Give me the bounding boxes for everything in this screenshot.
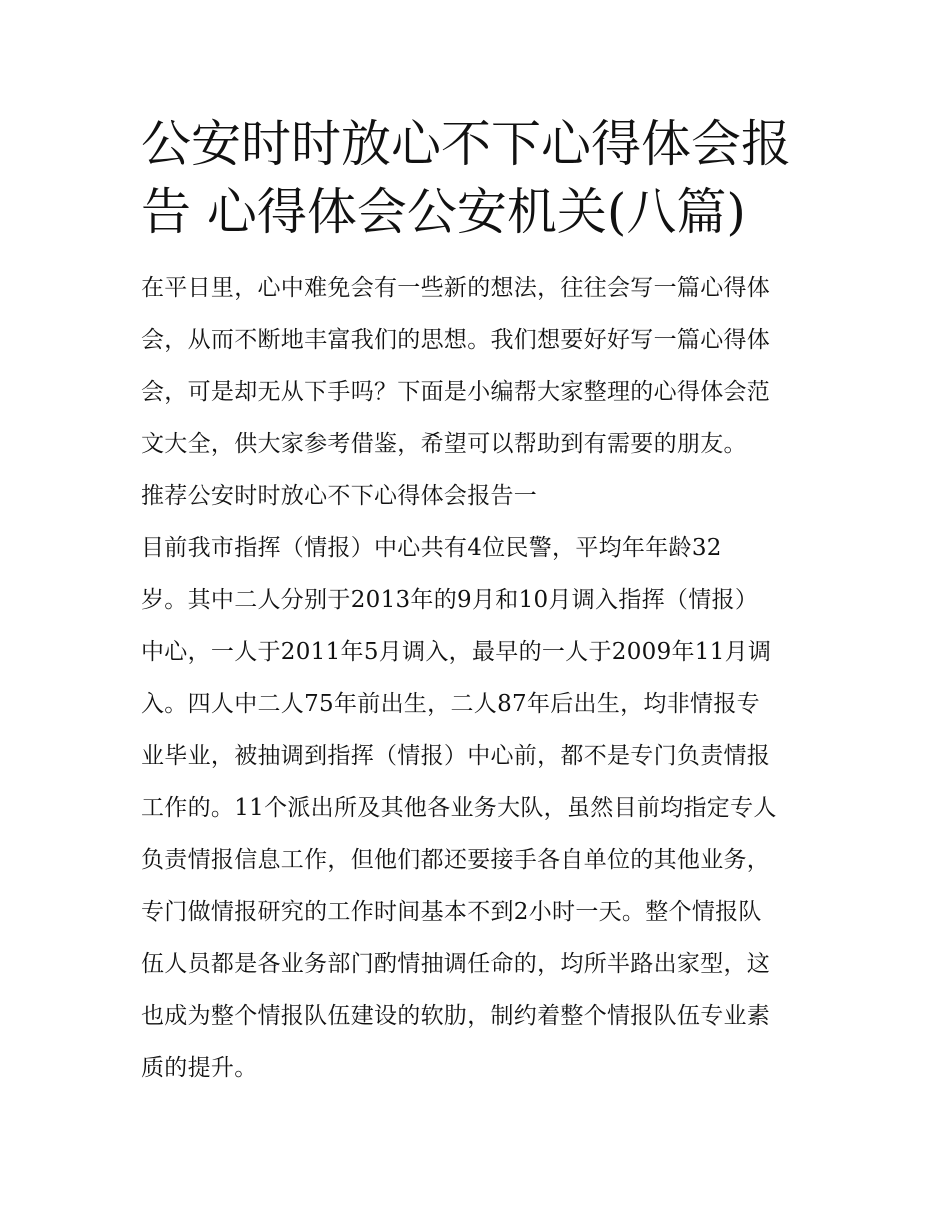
main-line: 负责情报信息工作，但他们都还要接手各自单位的其他业务， bbox=[141, 847, 771, 873]
intro-line: 会，从而不断地丰富我们的思想。我们想要好好写一篇心得体 bbox=[141, 327, 771, 353]
intro-line: 在平日里，心中难免会有一些新的想法，往往会写一篇心得体 bbox=[141, 275, 771, 301]
main-line: 专门做情报研究的工作时间基本不到2小时一天。整个情报队 bbox=[141, 899, 762, 925]
intro-line: 文大全，供大家参考借鉴，希望可以帮助到有需要的朋友。 bbox=[141, 431, 747, 457]
main-line: 目前我市指挥（情报）中心共有4位民警，平均年年龄32 bbox=[141, 535, 722, 561]
intro-line: 会，可是却无从下手吗？下面是小编帮大家整理的心得体会范 bbox=[141, 379, 771, 405]
document-body bbox=[141, 262, 813, 1094]
title-line: 公安时时放心不下心得体会报 bbox=[141, 115, 791, 173]
document-title bbox=[141, 110, 813, 246]
main-line: 入。四人中二人75年前出生，二人87年后出生，均非情报专 bbox=[141, 691, 760, 717]
main-paragraph bbox=[141, 522, 813, 1094]
intro-paragraph bbox=[141, 262, 813, 470]
main-line: 也成为整个情报队伍建设的软肋，制约着整个情报队伍专业素 bbox=[141, 1003, 771, 1029]
section-heading-text: 推荐公安时时放心不下心得体会报告一 bbox=[141, 483, 538, 509]
document-content bbox=[141, 110, 813, 1094]
main-line: 业毕业，被抽调到指挥（情报）中心前，都不是专门负责情报 bbox=[141, 743, 771, 769]
main-line: 伍人员都是各业务部门酌情抽调任命的，均所半路出家型，这 bbox=[141, 951, 771, 977]
main-line: 质的提升。 bbox=[141, 1055, 258, 1081]
main-line: 工作的。11个派出所及其他各业务大队，虽然目前均指定专人 bbox=[141, 795, 777, 821]
main-line: 中心，一人于2011年5月调入，最早的一人于2009年11月调 bbox=[141, 639, 772, 665]
title-line: 告 心得体会公安机关(八篇) bbox=[141, 183, 746, 241]
section-heading bbox=[141, 470, 813, 522]
main-line: 岁。其中二人分别于2013年的9月和10月调入指挥（情报） bbox=[141, 587, 759, 613]
